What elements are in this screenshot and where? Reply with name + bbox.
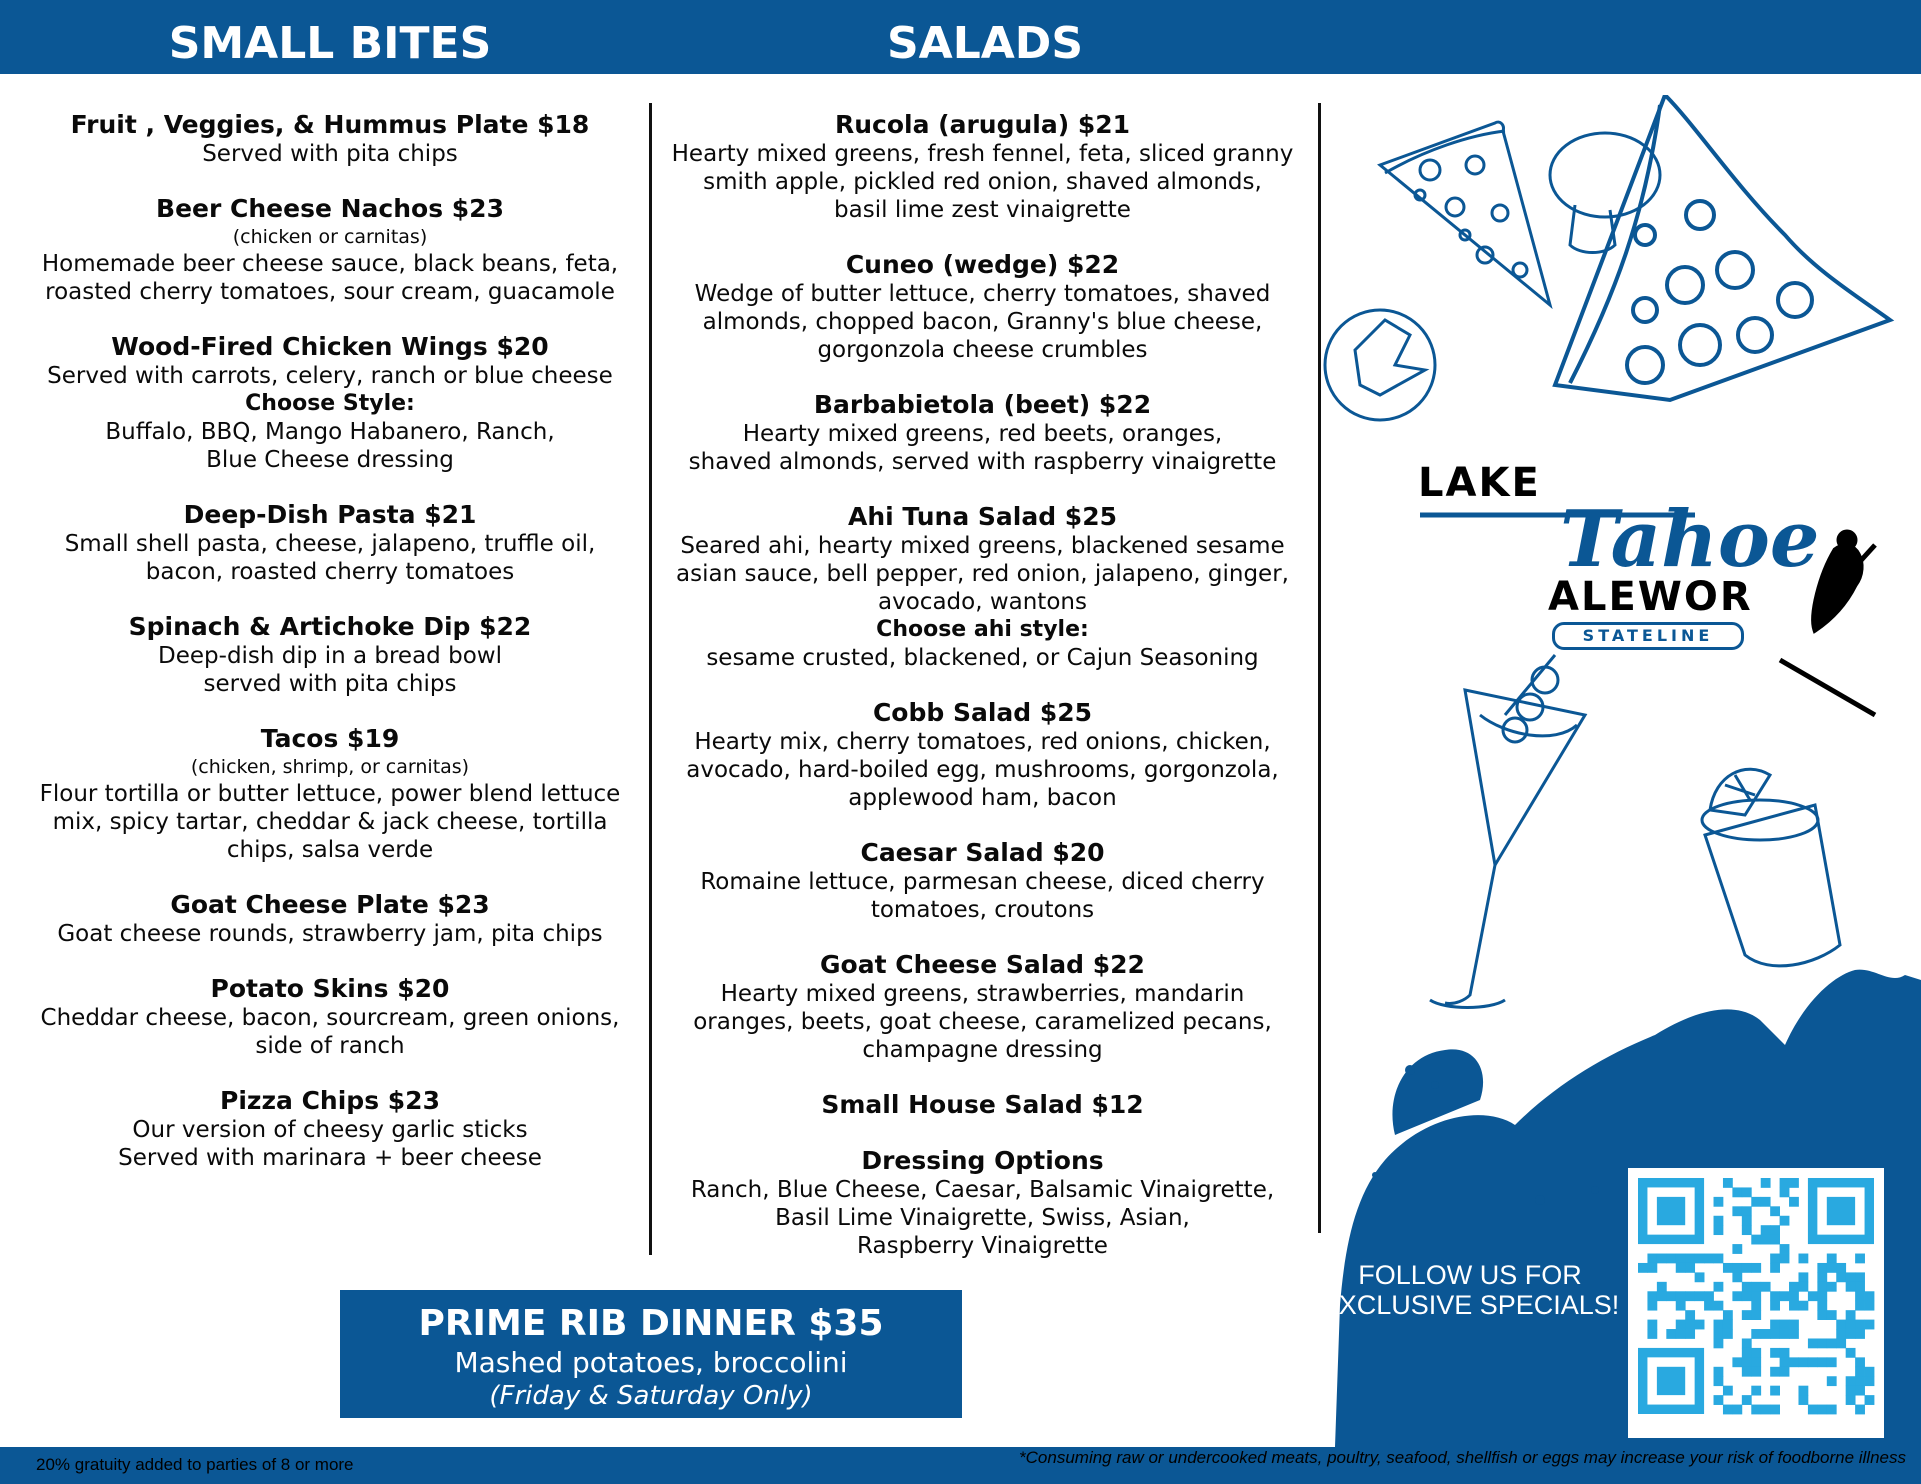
menu-item-description: side of ranch bbox=[255, 1033, 405, 1059]
qr-code-icon[interactable] bbox=[1628, 1168, 1884, 1438]
menu-item bbox=[20, 110, 640, 168]
pizza-slice-icon bbox=[1380, 122, 1550, 305]
menu-item bbox=[20, 500, 640, 586]
menu-item-description: avocado, hard-boiled egg, mushrooms, gorgonzola, bbox=[686, 757, 1279, 783]
menu-item-description: roasted cherry tomatoes, sour cream, guacamole bbox=[45, 279, 615, 305]
menu-item-description: Ranch, Blue Cheese, Caesar, Balsamic Vinaigrette, bbox=[690, 1177, 1275, 1203]
menu-item-title: Fruit , Veggies, & Hummus Plate $18 bbox=[70, 110, 590, 139]
menu-item bbox=[660, 1146, 1305, 1260]
menu-item-description: Hearty mix, cherry tomatoes, red onions, chicken, bbox=[694, 729, 1271, 755]
menu-item bbox=[660, 950, 1305, 1064]
logo-tahoe: Tahoe bbox=[1560, 494, 1820, 585]
menu-item bbox=[20, 724, 640, 864]
lime-shot-icon bbox=[1702, 769, 1840, 966]
follow-line-2: EXCLUSIVE SPECIALS! bbox=[1320, 1290, 1620, 1320]
tomato-icon bbox=[1325, 310, 1435, 420]
menu-item-description: basil lime zest vinaigrette bbox=[834, 197, 1131, 223]
menu-item-title: Wood-Fired Chicken Wings $20 bbox=[111, 332, 549, 361]
logo-lake: LAKE bbox=[1418, 460, 1541, 506]
menu-item-description: Hearty mixed greens, fresh fennel, feta, sliced granny bbox=[671, 141, 1294, 167]
menu-item-title: Pizza Chips $23 bbox=[220, 1086, 440, 1115]
menu-item-description: Deep-dish dip in a bread bowl bbox=[158, 643, 502, 669]
menu-item bbox=[660, 698, 1305, 812]
menu-item-title: Barbabietola (beet) $22 bbox=[813, 390, 1152, 419]
menu-item-description: chips, salsa verde bbox=[226, 837, 434, 863]
logo-alewor: ALEWOR bbox=[1548, 574, 1753, 620]
menu-item-title: Deep-Dish Pasta $21 bbox=[183, 500, 477, 529]
menu-item-description: asian sauce, bell pepper, red onion, jalapeno, ginger, bbox=[676, 561, 1289, 587]
menu-item-description: gorgonzola cheese crumbles bbox=[817, 337, 1148, 363]
salads-column bbox=[660, 110, 1305, 1286]
menu-item bbox=[20, 974, 640, 1060]
menu-item-description: Served with marinara + beer cheese bbox=[118, 1145, 542, 1171]
menu-item-title: Caesar Salad $20 bbox=[860, 838, 1105, 867]
menu-item bbox=[20, 612, 640, 698]
column-divider bbox=[649, 103, 652, 1255]
martini-icon bbox=[1430, 655, 1585, 1008]
menu-item-description: bacon, roasted cherry tomatoes bbox=[145, 559, 515, 585]
menu-item-title: Potato Skins $20 bbox=[210, 974, 450, 1003]
menu-item-description: Hearty mixed greens, strawberries, mandarin bbox=[720, 981, 1245, 1007]
prime-rib-desc: Mashed potatoes, broccolini bbox=[454, 1346, 848, 1379]
menu-item bbox=[660, 838, 1305, 924]
menu-item-description: mix, spicy tartar, cheddar & jack cheese, tortilla bbox=[52, 809, 608, 835]
prime-rib-note: (Friday & Saturday Only) bbox=[489, 1381, 813, 1411]
menu-item-description: oranges, beets, goat cheese, caramelized pecans, bbox=[693, 1009, 1272, 1035]
menu-item-description: Seared ahi, hearty mixed greens, blackened sesame bbox=[680, 533, 1285, 559]
menu-item bbox=[660, 110, 1305, 224]
menu-item bbox=[20, 194, 640, 306]
menu-item-options: (chicken, shrimp, or carnitas) bbox=[190, 756, 470, 778]
menu-item-description: Hearty mixed greens, red beets, oranges, bbox=[742, 421, 1223, 447]
menu-item-title: Cuneo (wedge) $22 bbox=[845, 250, 1120, 279]
menu-item-title: Dressing Options bbox=[861, 1146, 1104, 1175]
menu-item bbox=[660, 250, 1305, 364]
menu-item-title: Ahi Tuna Salad $25 bbox=[848, 502, 1117, 531]
salads-heading: SALADS bbox=[886, 18, 1084, 69]
menu-item-description: Small shell pasta, cheese, jalapeno, truffle oil, bbox=[64, 531, 596, 557]
menu-item-description: champagne dressing bbox=[862, 1037, 1103, 1063]
menu-item-title: Goat Cheese Plate $23 bbox=[170, 890, 490, 919]
menu-item-title: Tacos $19 bbox=[260, 724, 400, 753]
menu-item-choices: sesame crusted, blackened, or Cajun Seasoning bbox=[706, 645, 1259, 671]
menu-item-description: Wedge of butter lettuce, cherry tomatoes, shaved bbox=[694, 281, 1271, 307]
menu-item bbox=[20, 1086, 640, 1172]
menu-item bbox=[660, 502, 1305, 672]
menu-item-description: Raspberry Vinaigrette bbox=[857, 1233, 1108, 1259]
menu-item-choice-label: Choose Style: bbox=[245, 391, 415, 416]
menu-item-description: Basil Lime Vinaigrette, Swiss, Asian, bbox=[775, 1205, 1190, 1231]
menu-item-choices: Buffalo, BBQ, Mango Habanero, Ranch, bbox=[105, 419, 555, 445]
prime-rib-title: PRIME RIB DINNER $35 bbox=[418, 1303, 884, 1344]
gratuity-note: 20% gratuity added to parties of 8 or more bbox=[36, 1455, 354, 1474]
menu-item-title: Goat Cheese Salad $22 bbox=[820, 950, 1145, 979]
menu-item-description: applewood ham, bacon bbox=[848, 785, 1117, 811]
menu-item-description: almonds, chopped bacon, Granny's blue cheese, bbox=[702, 309, 1263, 335]
menu-item-description: Goat cheese rounds, strawberry jam, pita chips bbox=[57, 921, 603, 947]
menu-item-description: shaved almonds, served with raspberry vinaigrette bbox=[688, 449, 1277, 475]
menu-item-title: Rucola (arugula) $21 bbox=[834, 110, 1131, 139]
menu-item-description: Cheddar cheese, bacon, sourcream, green onions, bbox=[40, 1005, 620, 1031]
follow-line-1: FOLLOW US FOR bbox=[1358, 1260, 1582, 1290]
menu-item bbox=[20, 890, 640, 948]
menu-item bbox=[20, 332, 640, 474]
menu-item-choices: Blue Cheese dressing bbox=[206, 447, 454, 473]
small-bites-heading: SMALL BITES bbox=[168, 18, 492, 69]
menu-item-description: Our version of cheesy garlic sticks bbox=[132, 1117, 528, 1143]
menu-item-title: Spinach & Artichoke Dip $22 bbox=[128, 612, 532, 641]
menu-item-description: Flour tortilla or butter lettuce, power blend lettuce bbox=[39, 781, 621, 807]
foodborne-disclaimer: *Consuming raw or undercooked meats, poultry, seafood, shellfish or eggs may increase your risk of foodborne illness bbox=[1019, 1448, 1906, 1467]
menu-item-description: smith apple, pickled red onion, shaved almonds, bbox=[703, 169, 1262, 195]
logo-stateline-badge: STATELINE bbox=[1552, 622, 1744, 650]
menu-item bbox=[660, 1090, 1305, 1120]
menu-item-title: Small House Salad $12 bbox=[821, 1090, 1144, 1119]
menu-item-title: Beer Cheese Nachos $23 bbox=[156, 194, 504, 223]
menu-item-description: Served with carrots, celery, ranch or blue cheese bbox=[47, 363, 613, 389]
menu-item-description: tomatoes, croutons bbox=[870, 897, 1095, 923]
menu-item-description: Served with pita chips bbox=[202, 141, 458, 167]
small-bites-column bbox=[20, 110, 640, 1198]
menu-item-description: served with pita chips bbox=[203, 671, 457, 697]
pizza-slice-icon bbox=[1555, 95, 1890, 400]
menu-item-description: Homemade beer cheese sauce, black beans, feta, bbox=[41, 251, 619, 277]
menu-item-description: Romaine lettuce, parmesan cheese, diced cherry bbox=[700, 869, 1265, 895]
menu-item-title: Cobb Salad $25 bbox=[872, 698, 1093, 727]
menu-item-choice-label: Choose ahi style: bbox=[876, 617, 1089, 642]
menu-item-description: avocado, wantons bbox=[878, 589, 1087, 615]
menu-item bbox=[660, 390, 1305, 476]
prime-rib-banner bbox=[340, 1290, 962, 1418]
menu-item-options: (chicken or carnitas) bbox=[232, 226, 428, 248]
follow-us-text bbox=[1310, 1260, 1630, 1320]
